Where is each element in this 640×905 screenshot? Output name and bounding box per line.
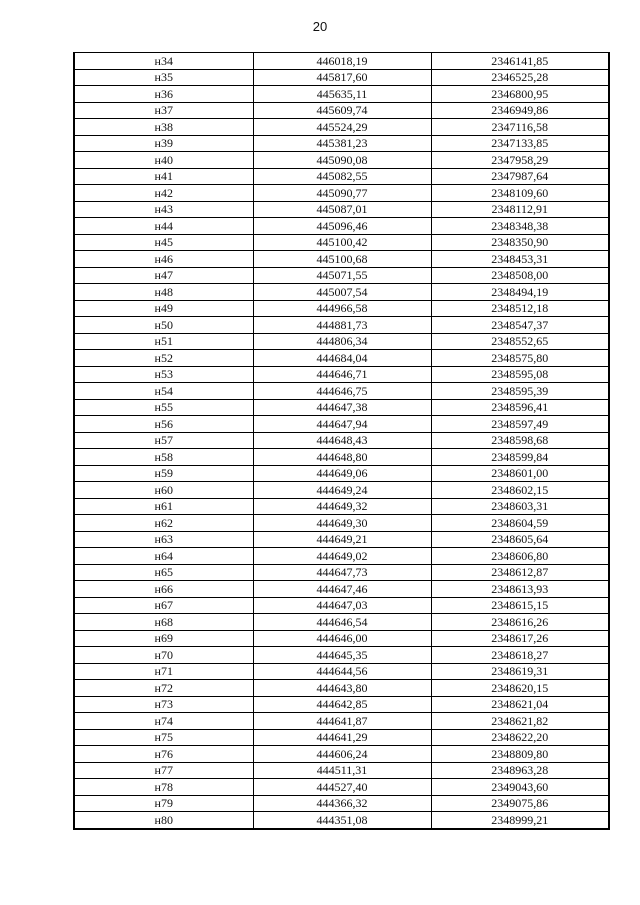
point-id-cell: н67 <box>74 597 253 614</box>
point-id-cell: н79 <box>74 795 253 812</box>
y-coordinate-cell: 2348621,04 <box>431 696 609 713</box>
table-row <box>74 581 609 598</box>
x-coordinate-cell: 444511,31 <box>253 762 431 779</box>
table-row <box>74 548 609 565</box>
y-coordinate-cell: 2347133,85 <box>431 135 609 152</box>
x-coordinate-cell: 445090,08 <box>253 152 431 169</box>
table-row <box>74 762 609 779</box>
point-id-cell: н50 <box>74 317 253 334</box>
y-coordinate-cell: 2348453,31 <box>431 251 609 268</box>
table-row <box>74 86 609 103</box>
y-coordinate-cell: 2348618,27 <box>431 647 609 664</box>
y-coordinate-cell: 2349075,86 <box>431 795 609 812</box>
coordinates-table-body <box>74 53 609 829</box>
y-coordinate-cell: 2348604,59 <box>431 515 609 532</box>
y-coordinate-cell: 2346525,28 <box>431 69 609 86</box>
x-coordinate-cell: 445096,46 <box>253 218 431 235</box>
x-coordinate-cell: 445100,68 <box>253 251 431 268</box>
y-coordinate-cell: 2348613,93 <box>431 581 609 598</box>
y-coordinate-cell: 2348597,49 <box>431 416 609 433</box>
point-id-cell: н57 <box>74 432 253 449</box>
point-id-cell: н38 <box>74 119 253 136</box>
point-id-cell: н48 <box>74 284 253 301</box>
point-id-cell: н34 <box>74 53 253 70</box>
point-id-cell: н78 <box>74 779 253 796</box>
x-coordinate-cell: 444649,24 <box>253 482 431 499</box>
x-coordinate-cell: 444643,80 <box>253 680 431 697</box>
table-row <box>74 201 609 218</box>
y-coordinate-cell: 2346800,95 <box>431 86 609 103</box>
y-coordinate-cell: 2348612,87 <box>431 564 609 581</box>
table-row <box>74 564 609 581</box>
y-coordinate-cell: 2348512,18 <box>431 300 609 317</box>
y-coordinate-cell: 2348616,26 <box>431 614 609 631</box>
x-coordinate-cell: 444881,73 <box>253 317 431 334</box>
point-id-cell: н58 <box>74 449 253 466</box>
table-row <box>74 300 609 317</box>
coordinates-table <box>73 52 610 830</box>
x-coordinate-cell: 444647,46 <box>253 581 431 598</box>
y-coordinate-cell: 2348552,65 <box>431 333 609 350</box>
y-coordinate-cell: 2346949,86 <box>431 102 609 119</box>
y-coordinate-cell: 2347116,58 <box>431 119 609 136</box>
y-coordinate-cell: 2348606,80 <box>431 548 609 565</box>
y-coordinate-cell: 2349043,60 <box>431 779 609 796</box>
x-coordinate-cell: 444351,08 <box>253 812 431 829</box>
x-coordinate-cell: 445007,54 <box>253 284 431 301</box>
table-row <box>74 597 609 614</box>
table-row <box>74 333 609 350</box>
x-coordinate-cell: 444648,80 <box>253 449 431 466</box>
y-coordinate-cell: 2348598,68 <box>431 432 609 449</box>
table-row <box>74 383 609 400</box>
y-coordinate-cell: 2348619,31 <box>431 663 609 680</box>
x-coordinate-cell: 444646,75 <box>253 383 431 400</box>
x-coordinate-cell: 444646,00 <box>253 630 431 647</box>
point-id-cell: н44 <box>74 218 253 235</box>
y-coordinate-cell: 2348508,00 <box>431 267 609 284</box>
table-row <box>74 119 609 136</box>
x-coordinate-cell: 444649,21 <box>253 531 431 548</box>
x-coordinate-cell: 445524,29 <box>253 119 431 136</box>
y-coordinate-cell: 2348112,91 <box>431 201 609 218</box>
table-row <box>74 812 609 829</box>
table-row <box>74 102 609 119</box>
y-coordinate-cell: 2348599,84 <box>431 449 609 466</box>
y-coordinate-cell: 2348547,37 <box>431 317 609 334</box>
point-id-cell: н56 <box>74 416 253 433</box>
table-row <box>74 152 609 169</box>
point-id-cell: н40 <box>74 152 253 169</box>
point-id-cell: н69 <box>74 630 253 647</box>
point-id-cell: н43 <box>74 201 253 218</box>
point-id-cell: н36 <box>74 86 253 103</box>
point-id-cell: н54 <box>74 383 253 400</box>
table-row <box>74 168 609 185</box>
y-coordinate-cell: 2348350,90 <box>431 234 609 251</box>
x-coordinate-cell: 444647,38 <box>253 399 431 416</box>
page-number: 20 <box>312 19 328 34</box>
x-coordinate-cell: 444649,06 <box>253 465 431 482</box>
table-row <box>74 498 609 515</box>
point-id-cell: н76 <box>74 746 253 763</box>
table-row <box>74 680 609 697</box>
y-coordinate-cell: 2348602,15 <box>431 482 609 499</box>
table-row <box>74 366 609 383</box>
x-coordinate-cell: 444647,73 <box>253 564 431 581</box>
table-row <box>74 53 609 70</box>
point-id-cell: н62 <box>74 515 253 532</box>
x-coordinate-cell: 444966,58 <box>253 300 431 317</box>
x-coordinate-cell: 445609,74 <box>253 102 431 119</box>
point-id-cell: н42 <box>74 185 253 202</box>
table-row <box>74 135 609 152</box>
x-coordinate-cell: 444649,02 <box>253 548 431 565</box>
point-id-cell: н51 <box>74 333 253 350</box>
point-id-cell: н39 <box>74 135 253 152</box>
y-coordinate-cell: 2348601,00 <box>431 465 609 482</box>
point-id-cell: н45 <box>74 234 253 251</box>
y-coordinate-cell: 2348809,80 <box>431 746 609 763</box>
point-id-cell: н53 <box>74 366 253 383</box>
point-id-cell: н52 <box>74 350 253 367</box>
table-row <box>74 746 609 763</box>
point-id-cell: н66 <box>74 581 253 598</box>
x-coordinate-cell: 444648,43 <box>253 432 431 449</box>
x-coordinate-cell: 445082,55 <box>253 168 431 185</box>
table-row <box>74 350 609 367</box>
point-id-cell: н64 <box>74 548 253 565</box>
point-id-cell: н61 <box>74 498 253 515</box>
table-row <box>74 267 609 284</box>
y-coordinate-cell: 2348605,64 <box>431 531 609 548</box>
table-row <box>74 317 609 334</box>
x-coordinate-cell: 444646,71 <box>253 366 431 383</box>
x-coordinate-cell: 445381,23 <box>253 135 431 152</box>
point-id-cell: н80 <box>74 812 253 829</box>
point-id-cell: н35 <box>74 69 253 86</box>
table-row <box>74 432 609 449</box>
point-id-cell: н59 <box>74 465 253 482</box>
x-coordinate-cell: 445100,42 <box>253 234 431 251</box>
y-coordinate-cell: 2348963,28 <box>431 762 609 779</box>
y-coordinate-cell: 2348999,21 <box>431 812 609 829</box>
table-row <box>74 69 609 86</box>
point-id-cell: н73 <box>74 696 253 713</box>
x-coordinate-cell: 446018,19 <box>253 53 431 70</box>
x-coordinate-cell: 444646,54 <box>253 614 431 631</box>
x-coordinate-cell: 444806,34 <box>253 333 431 350</box>
point-id-cell: н46 <box>74 251 253 268</box>
point-id-cell: н70 <box>74 647 253 664</box>
y-coordinate-cell: 2347987,64 <box>431 168 609 185</box>
point-id-cell: н68 <box>74 614 253 631</box>
y-coordinate-cell: 2348109,60 <box>431 185 609 202</box>
y-coordinate-cell: 2348617,26 <box>431 630 609 647</box>
x-coordinate-cell: 444366,32 <box>253 795 431 812</box>
table-row <box>74 713 609 730</box>
x-coordinate-cell: 444606,24 <box>253 746 431 763</box>
x-coordinate-cell: 444641,29 <box>253 729 431 746</box>
x-coordinate-cell: 445087,01 <box>253 201 431 218</box>
y-coordinate-cell: 2348622,20 <box>431 729 609 746</box>
x-coordinate-cell: 444649,32 <box>253 498 431 515</box>
point-id-cell: н55 <box>74 399 253 416</box>
coordinates-table-container <box>73 52 608 830</box>
table-row <box>74 647 609 664</box>
table-row <box>74 696 609 713</box>
x-coordinate-cell: 444527,40 <box>253 779 431 796</box>
table-row <box>74 795 609 812</box>
table-row <box>74 234 609 251</box>
point-id-cell: н47 <box>74 267 253 284</box>
y-coordinate-cell: 2348494,19 <box>431 284 609 301</box>
x-coordinate-cell: 444684,04 <box>253 350 431 367</box>
x-coordinate-cell: 445090,77 <box>253 185 431 202</box>
y-coordinate-cell: 2348621,82 <box>431 713 609 730</box>
table-row <box>74 449 609 466</box>
table-row <box>74 729 609 746</box>
y-coordinate-cell: 2348615,15 <box>431 597 609 614</box>
x-coordinate-cell: 445635,11 <box>253 86 431 103</box>
x-coordinate-cell: 445817,60 <box>253 69 431 86</box>
x-coordinate-cell: 444647,94 <box>253 416 431 433</box>
table-row <box>74 614 609 631</box>
y-coordinate-cell: 2348595,08 <box>431 366 609 383</box>
x-coordinate-cell: 444649,30 <box>253 515 431 532</box>
point-id-cell: н65 <box>74 564 253 581</box>
point-id-cell: н41 <box>74 168 253 185</box>
table-row <box>74 482 609 499</box>
point-id-cell: н75 <box>74 729 253 746</box>
table-row <box>74 284 609 301</box>
table-row <box>74 399 609 416</box>
table-row <box>74 218 609 235</box>
table-row <box>74 779 609 796</box>
table-row <box>74 531 609 548</box>
y-coordinate-cell: 2348596,41 <box>431 399 609 416</box>
point-id-cell: н63 <box>74 531 253 548</box>
y-coordinate-cell: 2348595,39 <box>431 383 609 400</box>
table-row <box>74 416 609 433</box>
y-coordinate-cell: 2348620,15 <box>431 680 609 697</box>
point-id-cell: н71 <box>74 663 253 680</box>
point-id-cell: н37 <box>74 102 253 119</box>
point-id-cell: н72 <box>74 680 253 697</box>
y-coordinate-cell: 2346141,85 <box>431 53 609 70</box>
point-id-cell: н74 <box>74 713 253 730</box>
table-row <box>74 251 609 268</box>
y-coordinate-cell: 2348348,38 <box>431 218 609 235</box>
table-row <box>74 465 609 482</box>
point-id-cell: н60 <box>74 482 253 499</box>
x-coordinate-cell: 444642,85 <box>253 696 431 713</box>
x-coordinate-cell: 444647,03 <box>253 597 431 614</box>
x-coordinate-cell: 444644,56 <box>253 663 431 680</box>
table-row <box>74 185 609 202</box>
x-coordinate-cell: 444645,35 <box>253 647 431 664</box>
x-coordinate-cell: 444641,87 <box>253 713 431 730</box>
x-coordinate-cell: 445071,55 <box>253 267 431 284</box>
table-row <box>74 515 609 532</box>
point-id-cell: н77 <box>74 762 253 779</box>
point-id-cell: н49 <box>74 300 253 317</box>
y-coordinate-cell: 2347958,29 <box>431 152 609 169</box>
table-row <box>74 630 609 647</box>
table-row <box>74 663 609 680</box>
y-coordinate-cell: 2348575,80 <box>431 350 609 367</box>
y-coordinate-cell: 2348603,31 <box>431 498 609 515</box>
